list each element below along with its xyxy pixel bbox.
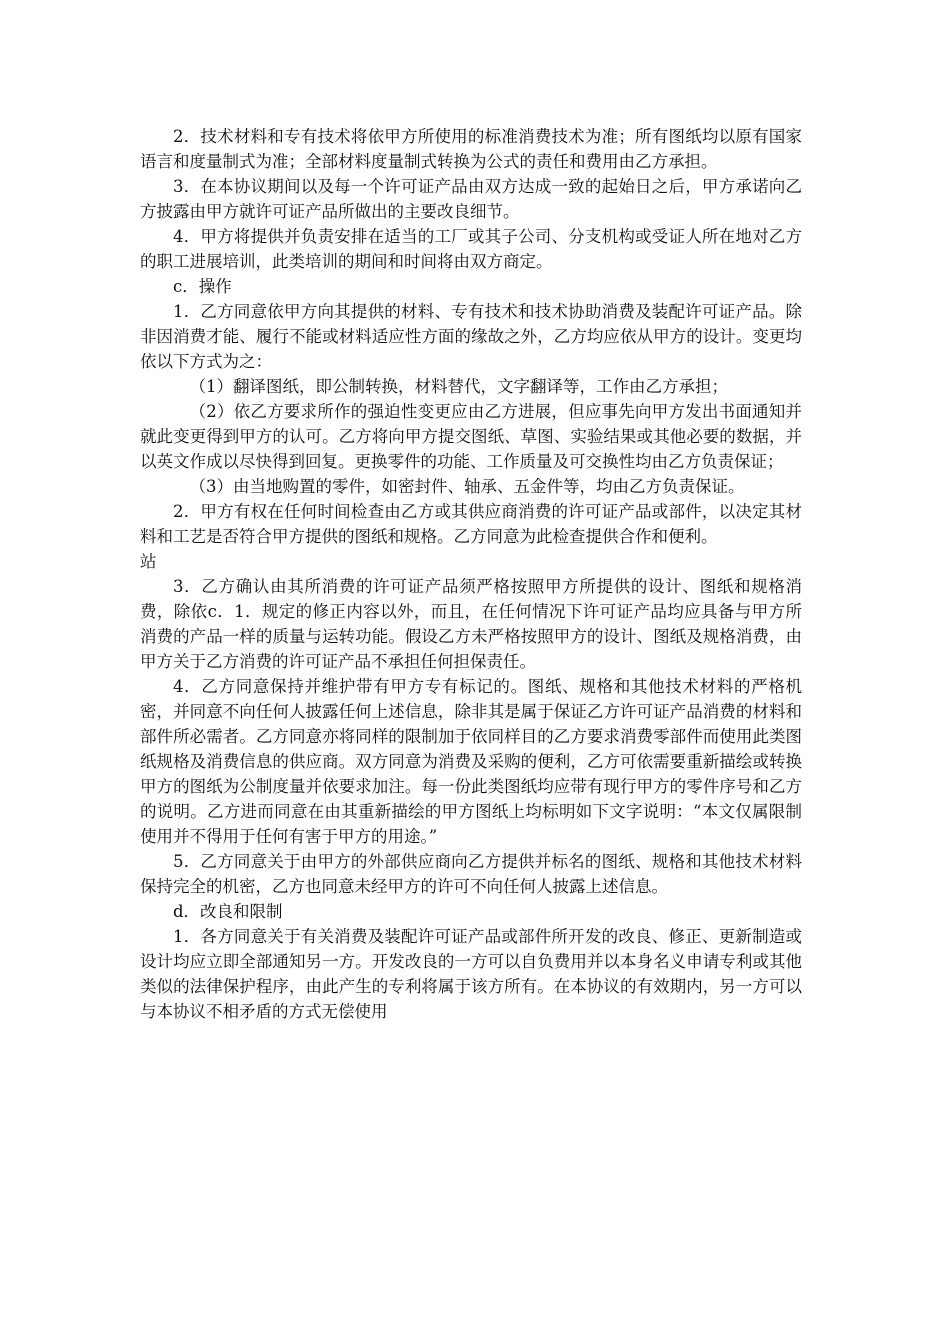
section-heading-operation: c．操作 bbox=[173, 277, 232, 296]
paragraph-operation-3: 3．乙方确认由其所消费的许可证产品须严格按照甲方所提供的设计、图纸和规格消费，除依c．1．规定的修正内容以外，而且，在任何情况下许可证产品均应具备与甲方所消费的产品一样的质量与运转功能。假设乙方未严格按照甲方的设计、图纸及规格消费，由甲方关于乙方消费的许可证产品不承担任何担保责任。 bbox=[140, 577, 802, 671]
paragraph-improvement-1: 1．各方同意关于有关消费及装配许可证产品或部件所开发的改良、修正、更新制造或设计均应立即全部通知另一方。开发改良的一方可以自负费用并以本身名义申请专利或其他类似的法律保护程序，由此产生的专利将属于该方所有。在本协议的有效期内，另一方可以与本协议不相矛盾的方式无偿使用 bbox=[140, 927, 802, 1021]
stray-character: 站 bbox=[140, 552, 157, 571]
paragraph-operation-1: 1．乙方同意依甲方向其提供的材料、专有技术和技术协助消费及装配许可证产品。除非因消费才能、履行不能或材料适应性方面的缘故之外，乙方均应依从甲方的设计。变更均依以下方式为之： bbox=[140, 302, 802, 371]
section-heading-improvement: d．改良和限制 bbox=[173, 902, 283, 921]
paragraph-training: 4．甲方将提供并负责安排在适当的工厂或其子公司、分支机构或受证人所在地对乙方的职工进展培训，此类培训的期间和时间将由双方商定。 bbox=[140, 227, 802, 271]
paragraph-improvement-disclosure: 3．在本协议期间以及每一个许可证产品由双方达成一致的起始日之后，甲方承诺向乙方披露由甲方就许可证产品所做出的主要改良细节。 bbox=[140, 177, 802, 221]
paragraph-operation-4: 4．乙方同意保持并维护带有甲方专有标记的。图纸、规格和其他技术材料的严格机密，并同意不向任何人披露任何上述信息，除非其是属于保证乙方许可证产品消费的材料和部件所必需者。乙方同意亦将同样的限制加于依同样目的乙方要求消费零部件而使用此类图纸规格及消费信息的供应商。双方同意为消费及采购的便利，乙方可依需要重新描绘或转换甲方的图纸为公制度量并依要求加注。每一份此类图纸均应带有现行甲方的零件序号和乙方的说明。乙方进而同意在由其重新描绘的甲方图纸上均标明如下文字说明：“本文仅属限制使用并不得用于任何有害于甲方的用途。” bbox=[140, 677, 802, 846]
paragraph-operation-1-item-3: （3）由当地购置的零件，如密封件、轴承、五金件等，均由乙方负责保证。 bbox=[189, 477, 745, 496]
paragraph-tech-standards: 2．技术材料和专有技术将依甲方所使用的标准消费技术为准；所有图纸均以原有国家语言和度量制式为准；全部材料度量制式转换为公式的责任和费用由乙方承担。 bbox=[140, 127, 802, 171]
paragraph-operation-2: 2．甲方有权在任何时间检查由乙方或其供应商消费的许可证产品或部件，以决定其材料和工艺是否符合甲方提供的图纸和规格。乙方同意为此检查提供合作和便利。 bbox=[140, 502, 802, 546]
paragraph-operation-1-item-2: （2）依乙方要求所作的强迫性变更应由乙方进展，但应事先向甲方发出书面通知并就此变更得到甲方的认可。乙方将向甲方提交图纸、草图、实验结果或其他必要的数据，并以英文作成以尽快得到回复。更换零件的功能、工作质量及可交换性均由乙方负责保证； bbox=[140, 402, 802, 471]
paragraph-operation-1-item-1: （1）翻译图纸，即公制转换，材料替代，文字翻译等，工作由乙方承担； bbox=[189, 377, 728, 396]
paragraph-operation-5: 5．乙方同意关于由甲方的外部供应商向乙方提供并标名的图纸、规格和其他技术材料保持完全的机密，乙方也同意未经甲方的许可不向任何人披露上述信息。 bbox=[140, 852, 802, 896]
document-body bbox=[140, 124, 802, 1024]
